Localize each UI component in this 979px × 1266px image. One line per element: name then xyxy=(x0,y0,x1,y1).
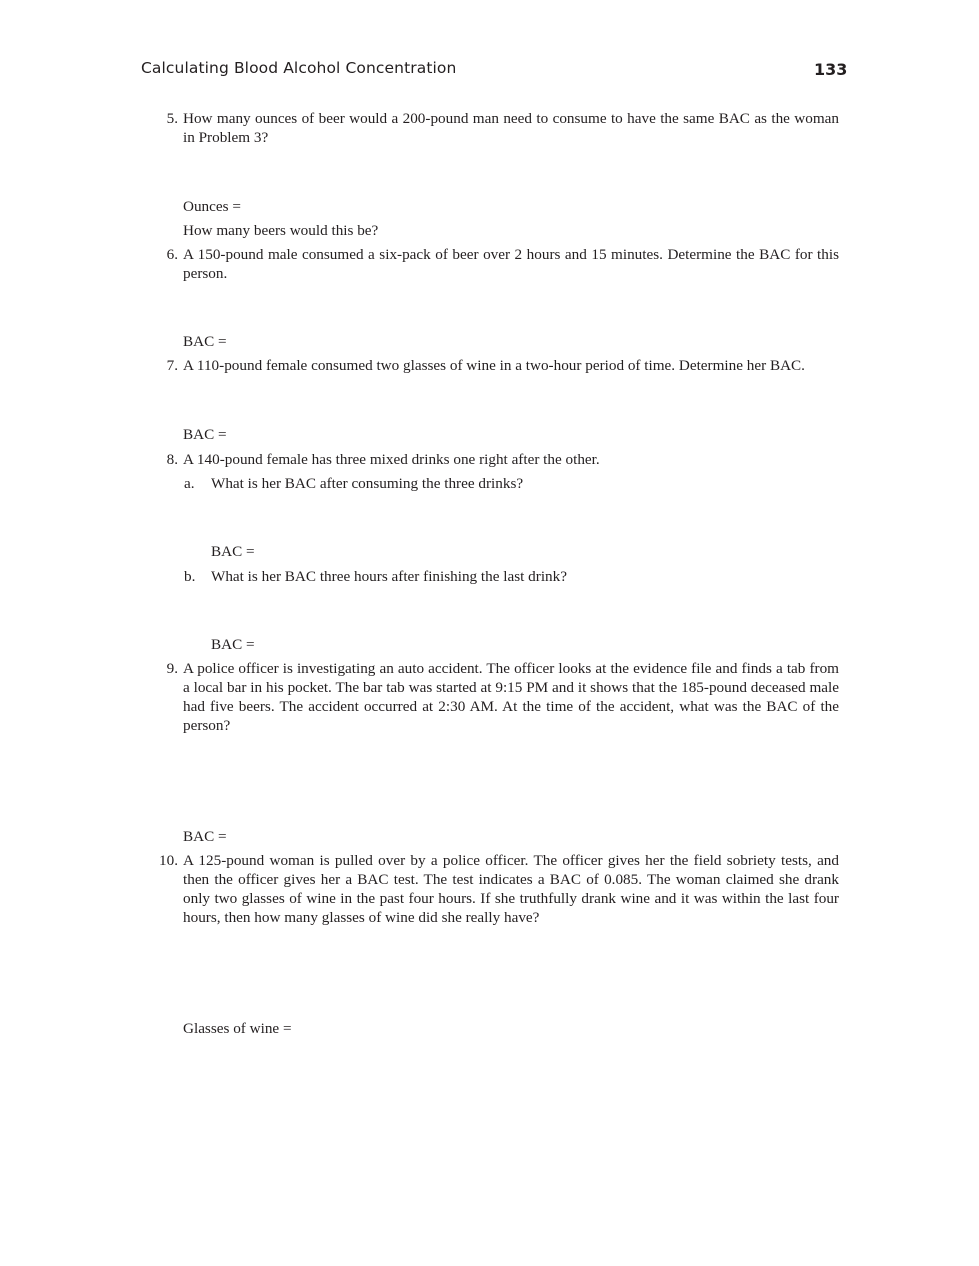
question-number: 7. xyxy=(166,357,178,374)
question-5 xyxy=(166,109,839,147)
question-8-part-b xyxy=(184,567,839,586)
answer-label: BAC = xyxy=(211,543,255,560)
part-text: What is her BAC after consuming the three drinks? xyxy=(211,475,524,492)
question-8 xyxy=(166,450,839,469)
answer-label: BAC = xyxy=(183,426,227,443)
question-text: A 140-pound female has three mixed drinks one right after the other. xyxy=(183,451,600,468)
question-number: 8. xyxy=(166,451,178,468)
answer-label: Glasses of wine = xyxy=(183,1020,292,1037)
answer-label: BAC = xyxy=(183,828,227,845)
question-text: A 150-pound male consumed a six-pack of beer over 2 hours and 15 minutes. Determine the BAC for this person. xyxy=(183,246,839,282)
question-text: A 110-pound female consumed two glasses of wine in a two-hour period of time. Determine her BAC. xyxy=(183,357,805,374)
running-title: Calculating Blood Alcohol Concentration xyxy=(141,59,457,77)
question-7 xyxy=(166,356,839,375)
question-9 xyxy=(166,659,839,735)
answer-label: BAC = xyxy=(183,333,227,350)
part-label: a. xyxy=(184,475,195,492)
question-number: 10. xyxy=(159,852,178,869)
question-10 xyxy=(159,851,839,927)
question-number: 9. xyxy=(166,660,178,677)
question-6 xyxy=(166,245,839,283)
question-text: How many ounces of beer would a 200-pound man need to consume to have the same BAC as the woman in Problem 3? xyxy=(183,110,839,146)
question-number: 6. xyxy=(166,246,178,263)
part-label: b. xyxy=(184,568,196,585)
answer-label: BAC = xyxy=(211,636,255,653)
page-number: 133 xyxy=(814,60,848,79)
part-text: What is her BAC three hours after finishing the last drink? xyxy=(211,568,567,585)
question-number: 5. xyxy=(166,110,178,127)
question-8-part-a xyxy=(184,474,839,493)
answer-label: Ounces = xyxy=(183,198,241,215)
question-text: A 125-pound woman is pulled over by a police officer. The officer gives her the field sobriety tests, and then the officer gives her a BAC test. The test indicates a BAC of 0.085. The woman claimed she drank only two glasses of wine in the past four hours. If she truthfully drank wine and it was within the last four hours, then how many glasses of wine did she really have? xyxy=(183,852,839,926)
followup-question: How many beers would this be? xyxy=(183,222,379,239)
question-text: A police officer is investigating an auto accident. The officer looks at the evidence file and finds a tab from a local bar in his pocket. The bar tab was started at 9:15 PM and it shows that the 185-pound deceased male had five beers. The accident occurred at 2:30 AM. At the time of the accident, what was the BAC of the person? xyxy=(183,660,839,734)
